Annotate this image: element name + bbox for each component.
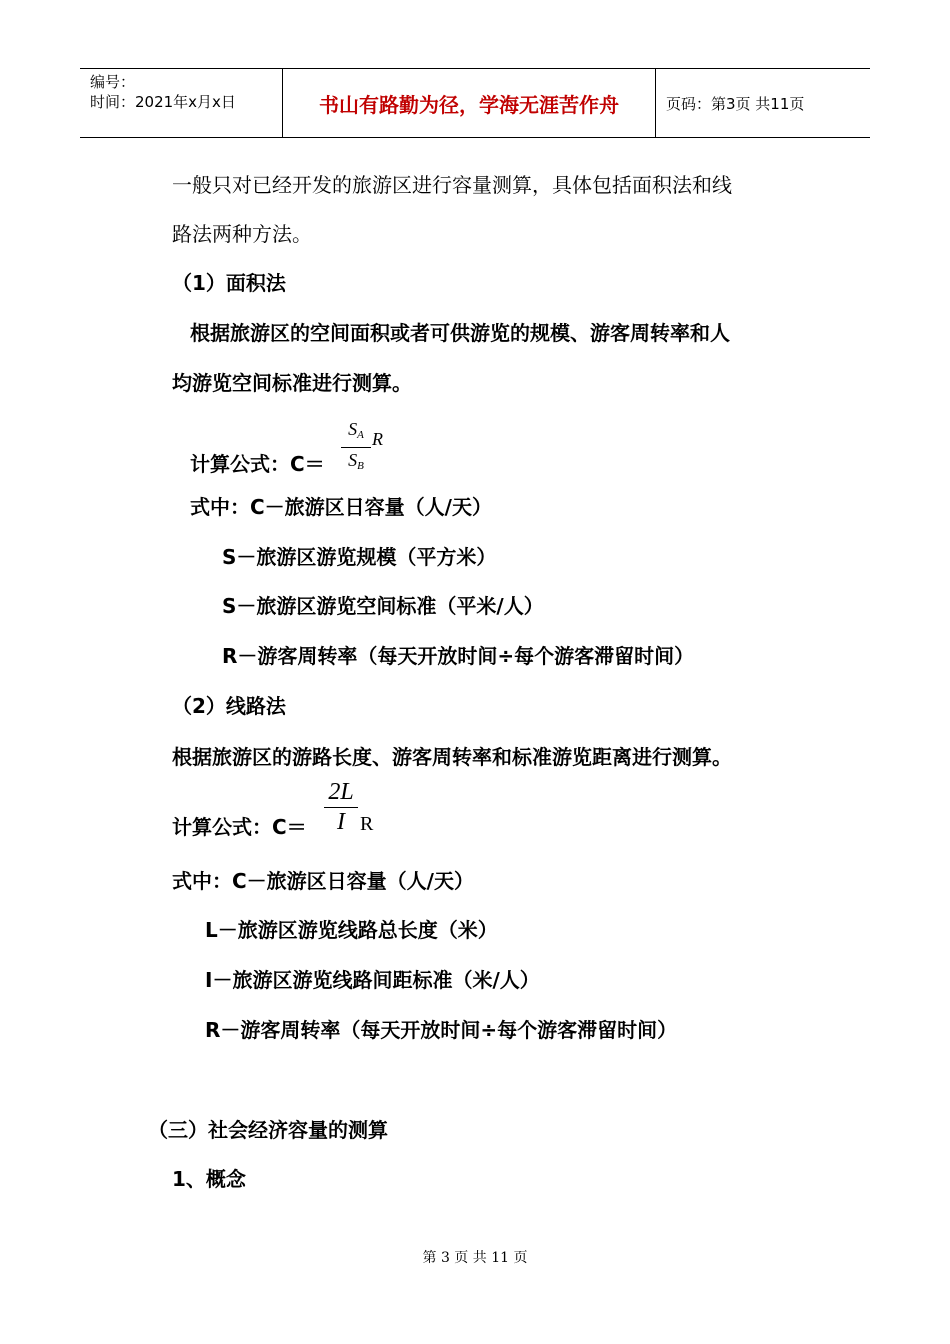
area-fraction-denominator-subscript: B	[357, 460, 364, 472]
route-where-l: L－旅游区游览线路总长度（米）	[205, 918, 498, 942]
intro-line-2: 路法两种方法。	[172, 222, 312, 246]
fraction-bar	[341, 447, 371, 448]
route-fraction-denominator: I	[337, 809, 345, 835]
intro-line-1: 一般只对已经开发的旅游区进行容量测算，具体包括面积法和线	[172, 173, 732, 197]
document-number-label: 编号：	[90, 73, 136, 91]
fraction-bar	[324, 807, 358, 808]
section-3-heading: （三）社会经济容量的测算	[148, 1118, 388, 1142]
route-fraction-factor: R	[360, 813, 374, 835]
area-fraction-numerator: S	[348, 419, 358, 439]
route-fraction-numerator: 2L	[328, 779, 354, 805]
route-formula-fraction	[324, 778, 358, 835]
header-meta	[90, 72, 236, 112]
page-header	[80, 68, 870, 138]
header-page-info: 页码：第3页 共11页	[666, 94, 805, 113]
area-fraction-denominator: S	[348, 450, 358, 470]
header-motto: 书山有路勤为径，学海无涯苦作舟	[319, 92, 619, 117]
area-description-line-1: 根据旅游区的空间面积或者可供游览的规模、游客周转率和人	[190, 321, 730, 345]
area-formula-label: 计算公式：C＝	[190, 452, 325, 476]
page-footer: 第 3 页 共 11 页	[422, 1250, 528, 1266]
header-divider	[655, 69, 656, 137]
route-where-c: 式中：C－旅游区日容量（人/天）	[172, 869, 474, 893]
route-where-i: I－旅游区游览线路间距标准（米/人）	[205, 968, 540, 992]
area-fraction-numerator-subscript: A	[357, 429, 364, 441]
area-where-r: R－游客周转率（每天开放时间÷每个游客滞留时间）	[222, 644, 695, 668]
document-time-label: 时间：2021年x月x日	[90, 93, 236, 111]
area-where-c: 式中：C－旅游区日容量（人/天）	[190, 495, 492, 519]
route-description: 根据旅游区的游路长度、游客周转率和标准游览距离进行测算。	[172, 745, 732, 769]
concept-heading: 1、概念	[172, 1167, 246, 1191]
area-where-s2: S－旅游区游览空间标准（平米/人）	[222, 594, 544, 618]
route-formula-label: 计算公式：C＝	[172, 815, 307, 839]
area-formula-fraction	[341, 418, 371, 477]
area-fraction-factor: R	[372, 429, 383, 449]
area-description-line-2: 均游览空间标准进行测算。	[172, 371, 412, 395]
area-where-s1: S－旅游区游览规模（平方米）	[222, 545, 497, 569]
area-method-heading: （1）面积法	[172, 271, 286, 295]
route-where-r: R－游客周转率（每天开放时间÷每个游客滞留时间）	[205, 1018, 678, 1042]
route-method-heading: （2）线路法	[172, 694, 286, 718]
